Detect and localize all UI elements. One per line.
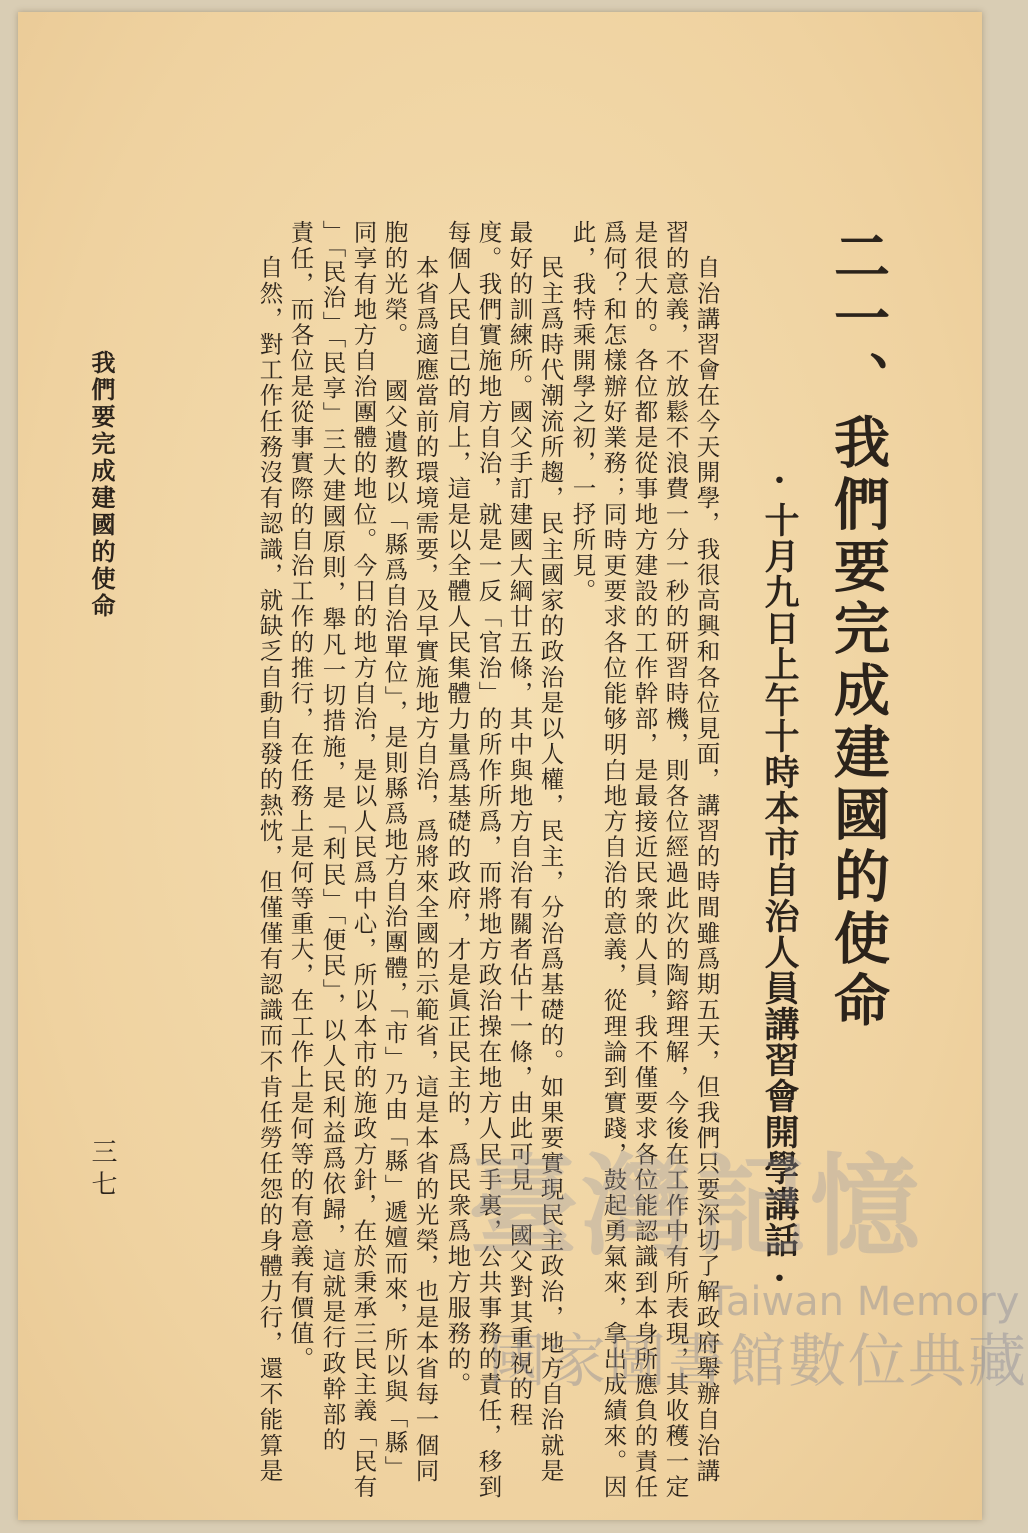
running-footer-title: 我們要完成建國的使命 [87, 350, 116, 620]
book-page [18, 12, 1028, 1520]
watermark-collection-text: 國家圖書館數位典藏 [488, 1327, 1028, 1395]
body-column-4: 爲何？和怎樣辦好業務；同時更要求各位能够明白地方自治的意義，從理論到實踐，鼓起勇氣來，拿出成績來。因 [599, 220, 628, 1500]
body-column-9: 每個人民自己的肩上，這是以全體人民集體力量爲基礎的政府，才是眞正民主的，爲民衆爲地方服務的。 [443, 220, 472, 1398]
page-number: 三七 [87, 1138, 117, 1202]
watermark-logo-text: 臺灣記憶 [468, 1142, 924, 1271]
body-column-5: 此，我特乘開學之初，一抒所見。 [568, 220, 597, 604]
body-column-8: 度。我們實施地方自治，就是一反「官治」的所作所爲，而將地方政治操在地方人民手裏，公共事務的責任，移到 [474, 220, 503, 1500]
body-column-13: 」「民治」「民享」三大建國原則，舉凡一切措施，是「利民」「便民」，以人民利益爲依歸，這就是行政幹部的 [318, 220, 347, 1453]
body-column-6: 民主爲時代潮流所趨，民主國家的政治是以人權，民主，分治爲基礎的。如果要實現民主政治，地方自治就是 [536, 255, 565, 1484]
body-column-3: 是很大的。各位都是從事地方建設的工作幹部，是最接近民衆的人員，我不僅要求各位能認識到本身所應負的責任 [630, 220, 659, 1500]
body-column-1: 自治講習會在今天開學，我很高興和各位見面，講習的時間雖爲期五天，但我們只要深切了解政府舉辦自治講 [692, 255, 721, 1484]
body-column-10: 本省爲適應當前的環境需要，及早實施地方自治，爲將來全國的示範省，這是本省的光榮，也是本省每一個同 [411, 255, 440, 1484]
chapter-title: 二一、我們要完成建國的使命 [825, 227, 891, 1033]
body-column-15: 自然，對工作任務沒有認識，就缺乏自動自發的熱忱，但僅僅有認識而不肯任勞任怨的身體力行，還不能算是 [255, 255, 284, 1484]
chapter-subtitle: ·十月九日上午十時本市自治人員講習會開學講話· [759, 460, 800, 1300]
body-column-7: 最好的訓練所。國父手訂建國大綱廿五條，其中與地方自治有關者佔十一條，由此可見 國父對其重視的程 [505, 220, 534, 1428]
body-column-12: 同享有地方自治團體的地位。今日的地方自治，是以人民爲中心，所以本市的施政方針，在於秉承三民主義「民有 [349, 220, 378, 1500]
body-column-11: 胞的光榮。 國父遺教以「縣爲自治單位」，是則縣爲地方自治團體，「市」乃由「縣」遞嬗而來，所以與「縣」 [380, 220, 409, 1481]
watermark-english-text: Taiwan Memory [708, 1279, 1020, 1325]
body-column-2: 習的意義，不放鬆不浪費一分一秒的研習時機，則各位經過此次的陶鎔理解，今後在工作中有所表現，其收穫一定 [661, 220, 690, 1500]
body-column-14: 責任，而各位是從事實際的自治工作的推行，在任務上是何等重大，在工作上是何等的有意義有價值。 [286, 220, 315, 1372]
